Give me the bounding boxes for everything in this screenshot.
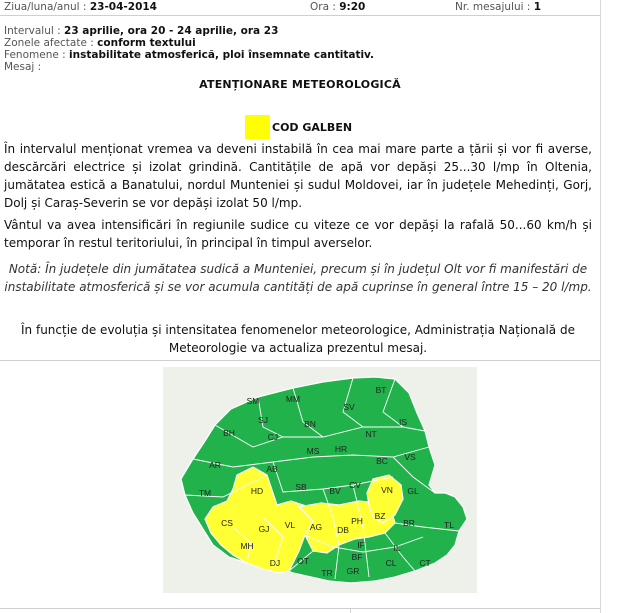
code-label: COD GALBEN xyxy=(272,120,353,134)
county-label: IL xyxy=(393,543,401,553)
phenomena-row xyxy=(4,49,374,61)
county-label: BT xyxy=(375,385,387,395)
county-label: SB xyxy=(295,482,307,492)
alert-paragraph-3: În funcție de evoluția și intensitatea fenomenelor meteorologice, Administrația Națională de Meteorologie va actualiza prezentul mesaj. xyxy=(21,323,575,355)
county-label: TL xyxy=(444,520,454,530)
county-label: AR xyxy=(209,460,221,470)
page-right-border xyxy=(600,0,601,613)
county-label: SJ xyxy=(258,415,268,425)
county-label: GR xyxy=(346,566,360,576)
county-label: MS xyxy=(306,446,320,456)
county-label: BF xyxy=(351,552,363,562)
county-label: CL xyxy=(385,558,397,568)
message-number-row xyxy=(455,1,541,13)
county-label: HD xyxy=(250,486,264,496)
county-label: BH xyxy=(223,428,235,438)
county-label: VN xyxy=(381,485,393,495)
county-label: NT xyxy=(365,429,377,439)
county-label: TM xyxy=(198,488,212,498)
date-value: 23-04-2014 xyxy=(89,1,157,13)
alert-note: Notă: În județele din jumătatea sudică a Munteniei, precum și în județul Olt vor fi manifestări de instabilitate atmosferică și se vor acumula cantități de apă cuprinse în general între 15 – 20 l/mp. xyxy=(4,262,592,294)
county-label: GJ xyxy=(258,524,270,534)
county-label: CS xyxy=(221,518,233,528)
zones-label: Zonele afectate : xyxy=(4,37,94,49)
date-row xyxy=(4,1,157,13)
zones-row xyxy=(4,37,196,49)
code-badge xyxy=(245,115,352,139)
county-label: IF xyxy=(357,540,365,550)
county-label: CV xyxy=(349,480,361,490)
message-number-label: Nr. mesajului : xyxy=(455,1,531,13)
county-label: BR xyxy=(403,518,415,528)
county-label: CT xyxy=(419,558,431,568)
romania-warning-map xyxy=(163,367,477,593)
county-label: MH xyxy=(240,541,254,551)
time-value: 9:20 xyxy=(339,1,366,13)
county-label: IS xyxy=(398,417,408,427)
phenomena-value: instabilitate atmosferică, ploi însemnate cantitativ. xyxy=(69,49,375,61)
county-label: SM xyxy=(246,396,260,406)
county-label: TR xyxy=(321,568,333,578)
content-divider xyxy=(0,360,600,361)
zones-value: conform textului xyxy=(97,37,196,49)
header-divider xyxy=(0,15,600,16)
county-label: MM xyxy=(285,394,301,404)
interval-label: Intervalul : xyxy=(4,25,61,37)
county-label: BV xyxy=(329,486,341,496)
time-label: Ora : xyxy=(310,1,336,13)
code-color-swatch xyxy=(245,115,270,139)
message-number-value: 1 xyxy=(533,1,542,13)
alert-paragraph-1: În intervalul menționat vremea va deveni instabilă în cea mai mare parte a țării și vor fi averse, descărcări electrice și izolat grindină. Cantitățile de apă vor depăși 25...30 l/mp în Oltenia, jumătatea estică a Banatului, nordul Munteniei și sudul Moldovei, iar în județele Mehedinți, Gorj, Dolj și Caraș-Severin se vor depăși izolat 50 l/mp. xyxy=(4,142,592,210)
county-label: HR xyxy=(334,444,348,454)
county-label: VL xyxy=(284,520,296,530)
interval-row xyxy=(4,25,278,37)
county-label: OT xyxy=(297,556,309,566)
county-label: AB xyxy=(266,464,278,474)
footer-box xyxy=(0,609,351,613)
county-label: CJ xyxy=(267,432,279,442)
county-label: BN xyxy=(304,419,316,429)
county-label: DB xyxy=(337,525,349,535)
interval-value: 23 aprilie, ora 20 - 24 aprilie, ora 23 xyxy=(64,25,279,37)
county-label: VS xyxy=(404,452,416,462)
phenomena-label: Fenomene : xyxy=(4,49,66,61)
county-label: GL xyxy=(407,486,419,496)
alert-paragraph-2: Vântul va avea intensificări în regiunile sudice cu viteze ce vor depăși la rafală 50...60 km/h și temporar în restul teritoriului, în principal în timpul averselor. xyxy=(4,218,592,250)
county-label: PH xyxy=(351,516,363,526)
alert-title: ATENȚIONARE METEOROLOGICĂ xyxy=(199,78,401,91)
county-label: BC xyxy=(376,456,388,466)
county-label: AG xyxy=(309,522,323,532)
time-row xyxy=(310,1,365,13)
date-label: Ziua/luna/anul : xyxy=(4,1,87,13)
county-label: BZ xyxy=(374,511,386,521)
county-label: SV xyxy=(343,402,355,412)
message-label: Mesaj : xyxy=(4,61,42,73)
county-label: DJ xyxy=(269,558,281,568)
